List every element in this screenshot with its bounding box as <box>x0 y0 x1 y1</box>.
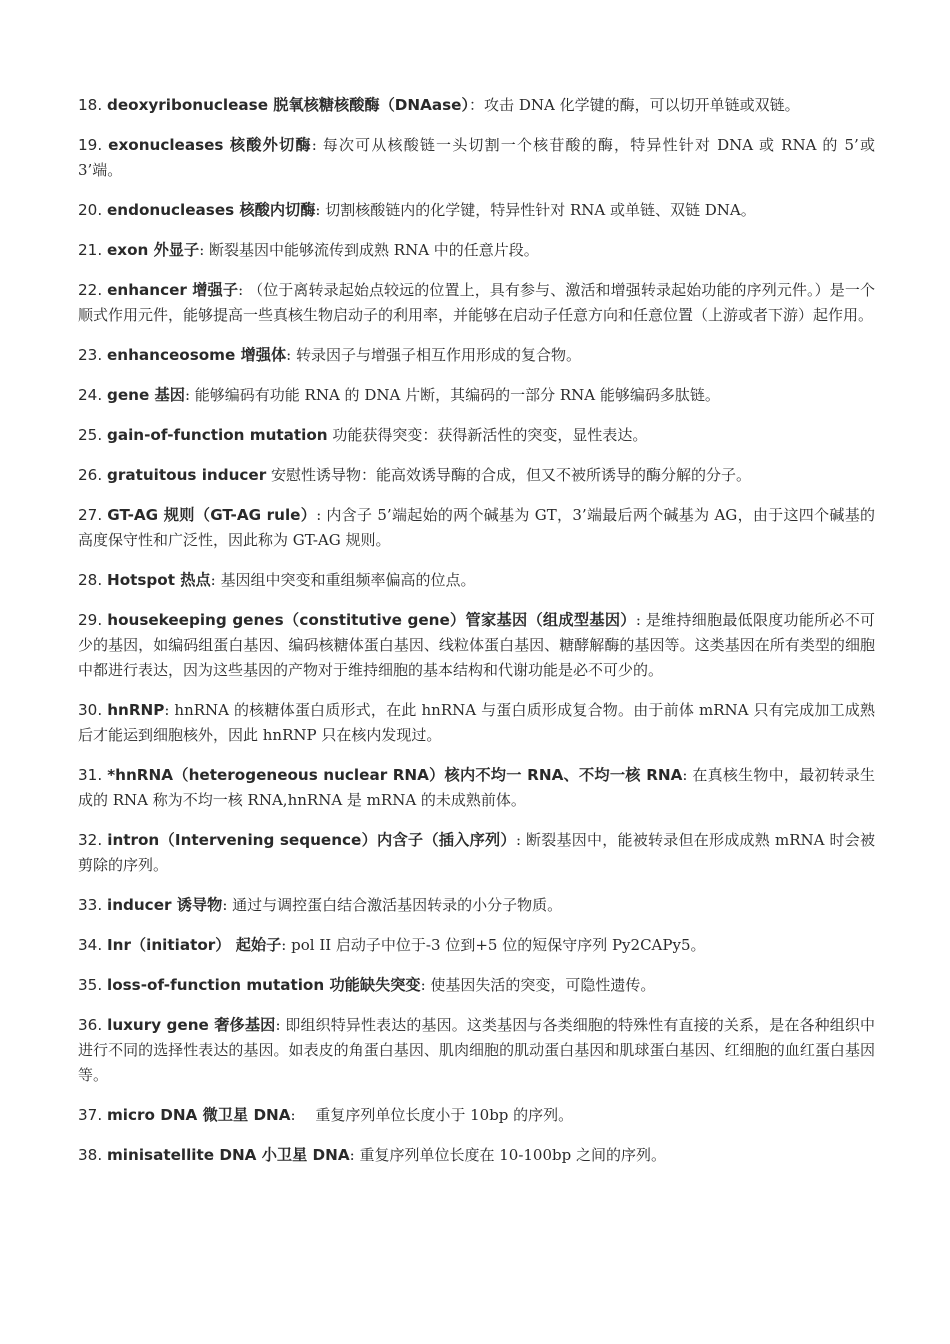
entry-term: exonucleases 核酸外切酶 <box>108 136 312 154</box>
entry-term: hnRNP <box>107 701 165 719</box>
entry-term: intron（Intervening sequence）内含子（插入序列） <box>107 831 516 849</box>
glossary-entry <box>78 423 875 448</box>
entry-number: 31. <box>78 766 103 784</box>
entry-term: micro DNA 微卫星 DNA <box>106 1106 291 1124</box>
glossary-entry <box>78 1013 875 1088</box>
entry-number: 27. <box>78 506 103 524</box>
glossary-entry <box>78 343 875 368</box>
entry-definition: : pol II 启动子中位于-3 位到+5 位的短保守序列 Py2CAPy5。 <box>281 936 706 954</box>
entry-number: 21. <box>78 241 103 259</box>
entry-term: GT-AG 规则（GT-AG rule） <box>107 506 317 524</box>
entry-number: 26. <box>78 466 103 484</box>
glossary-entry <box>78 463 875 488</box>
entry-definition: : （位于离转录起始点较远的位置上，具有参与、激活和增强转录起始功能的序列元件。）是一个顺式作用元件，能够提高一些真核生物启动子的利用率，并能够在启动子任意方向和任意位置（上游或者下游）起作用。 <box>78 281 875 324</box>
entry-number: 22. <box>78 281 103 299</box>
entry-definition: : 通过与调控蛋白结合激活基因转录的小分子物质。 <box>222 896 563 914</box>
entry-definition: : hnRNA 的核糖体蛋白质形式，在此 hnRNA 与蛋白质形成复合物。由于前体 mRNA 只有完成加工成熟后才能运到细胞核外，因此 hnRNP 只在核内发现过。 <box>78 701 875 744</box>
entry-definition: : 使基因失活的突变，可隐性遗传。 <box>420 976 656 994</box>
entry-definition: : 能够编码有功能 RNA 的 DNA 片断，其编码的一部分 RNA 能够编码多肽链。 <box>184 386 720 404</box>
entry-definition: : 重复序列单位长度在 10-100bp 之间的序列。 <box>349 1146 666 1164</box>
glossary-entry <box>78 133 875 183</box>
glossary-entry <box>78 828 875 878</box>
glossary-entry <box>78 973 875 998</box>
entry-term: enhanceosome 增强体 <box>106 346 287 364</box>
entry-number: 23. <box>78 346 103 364</box>
entry-definition: : 重复序列单位长度小于 10bp 的序列。 <box>290 1106 574 1124</box>
entry-number: 30. <box>78 701 103 719</box>
entry-term: Hotspot 热点 <box>106 571 211 589</box>
glossary-entry <box>78 698 875 748</box>
entry-definition: : 基因组中突变和重组频率偏高的位点。 <box>210 571 476 589</box>
entry-term: gene 基因 <box>106 386 185 404</box>
glossary-entry <box>78 383 875 408</box>
entry-term: exon 外显子 <box>106 241 200 259</box>
glossary-entry <box>78 893 875 918</box>
glossary-entry <box>78 763 875 813</box>
entry-definition: 安慰性诱导物：能高效诱导酶的合成，但又不被所诱导的酶分解的分子。 <box>266 466 751 484</box>
entry-definition: : 断裂基因中，能被转录但在形成成熟 mRNA 时会被剪除的序列。 <box>78 831 875 874</box>
entry-number: 18. <box>78 96 103 114</box>
glossary-entry <box>78 198 875 223</box>
glossary-entry <box>78 608 875 683</box>
entry-number: 38. <box>78 1146 103 1164</box>
entry-term: Inr（initiator） 起始子 <box>106 936 282 954</box>
glossary-entry <box>78 568 875 593</box>
entry-number: 37. <box>78 1106 103 1124</box>
entry-definition: : 断裂基因中能够流传到成熟 RNA 中的任意片段。 <box>199 241 539 259</box>
entry-number: 32. <box>78 831 103 849</box>
entry-number: 19. <box>78 136 103 154</box>
glossary-entry <box>78 1143 875 1168</box>
glossary-entry <box>78 1103 875 1128</box>
entry-number: 28. <box>78 571 103 589</box>
entry-number: 25. <box>78 426 103 444</box>
glossary-entry <box>78 933 875 958</box>
entry-definition: : 转录因子与增强子相互作用形成的复合物。 <box>286 346 581 364</box>
glossary-entry <box>78 93 875 118</box>
document-page <box>78 93 875 1183</box>
entry-definition: : 切割核酸链内的化学键，特异性针对 RNA 或单链、双链 DNA。 <box>315 201 756 219</box>
entry-term: loss-of-function mutation 功能缺失突变 <box>106 976 421 994</box>
entry-definition: 功能获得突变：获得新活性的突变，显性表达。 <box>327 426 648 444</box>
entry-number: 36. <box>78 1016 103 1034</box>
entry-number: 29. <box>78 611 103 629</box>
entry-number: 35. <box>78 976 103 994</box>
glossary-entry <box>78 278 875 328</box>
entry-term: gratuitous inducer <box>106 466 267 484</box>
entry-definition: : 每次可从核酸链一头切割一个核苷酸的酶，特异性针对 DNA 或 RNA 的 5’或 3’端。 <box>78 136 875 179</box>
entry-term: deoxyribonuclease 脱氧核糖核酸酶（DNAase） <box>106 96 470 114</box>
entry-number: 34. <box>78 936 103 954</box>
entry-number: 33. <box>78 896 103 914</box>
glossary-entry <box>78 238 875 263</box>
entry-definition: : 即组织特异性表达的基因。这类基因与各类细胞的特殊性有直接的关系，是在各种组织中进行不同的选择性表达的基因。如表皮的角蛋白基因、肌肉细胞的肌动蛋白基因和肌球蛋白基因、红细胞的血红蛋白基因等。 <box>78 1016 875 1084</box>
entry-definition: ：攻击 DNA 化学键的酶，可以切开单链或双链。 <box>469 96 800 114</box>
entry-term: *hnRNA（heterogeneous nuclear RNA）核内不均一 RNA、不均一核 RNA <box>107 766 683 784</box>
entry-number: 20. <box>78 201 103 219</box>
entry-term: housekeeping genes（constitutive gene）管家基因（组成型基因） <box>107 611 636 629</box>
entry-term: endonucleases 核酸内切酶 <box>106 201 316 219</box>
entry-term: luxury gene 奢侈基因 <box>107 1016 276 1034</box>
entry-definition: : 是维持细胞最低限度功能所必不可少的基因，如编码组蛋白基因、编码核糖体蛋白基因、线粒体蛋白基因、糖酵解酶的基因等。这类基因在所有类型的细胞中都进行表达，因为这些基因的产物对于维持细胞的基本结构和代谢功能是必不可少的。 <box>78 611 876 679</box>
entry-definition: : 内含子 5’端起始的两个碱基为 GT，3’端最后两个碱基为 AG，由于这四个碱基的高度保守性和广泛性，因此称为 GT-AG 规则。 <box>78 506 875 549</box>
entry-definition: : 在真核生物中，最初转录生成的 RNA 称为不均一核 RNA,hnRNA 是 mRNA 的未成熟前体。 <box>78 766 876 809</box>
glossary-entry <box>78 503 875 553</box>
entry-term: minisatellite DNA 小卫星 DNA <box>106 1146 350 1164</box>
entry-number: 24. <box>78 386 103 404</box>
entry-term: gain-of-function mutation <box>106 426 328 444</box>
entry-term: inducer 诱导物 <box>106 896 223 914</box>
entry-term: enhancer 增强子 <box>107 281 239 299</box>
